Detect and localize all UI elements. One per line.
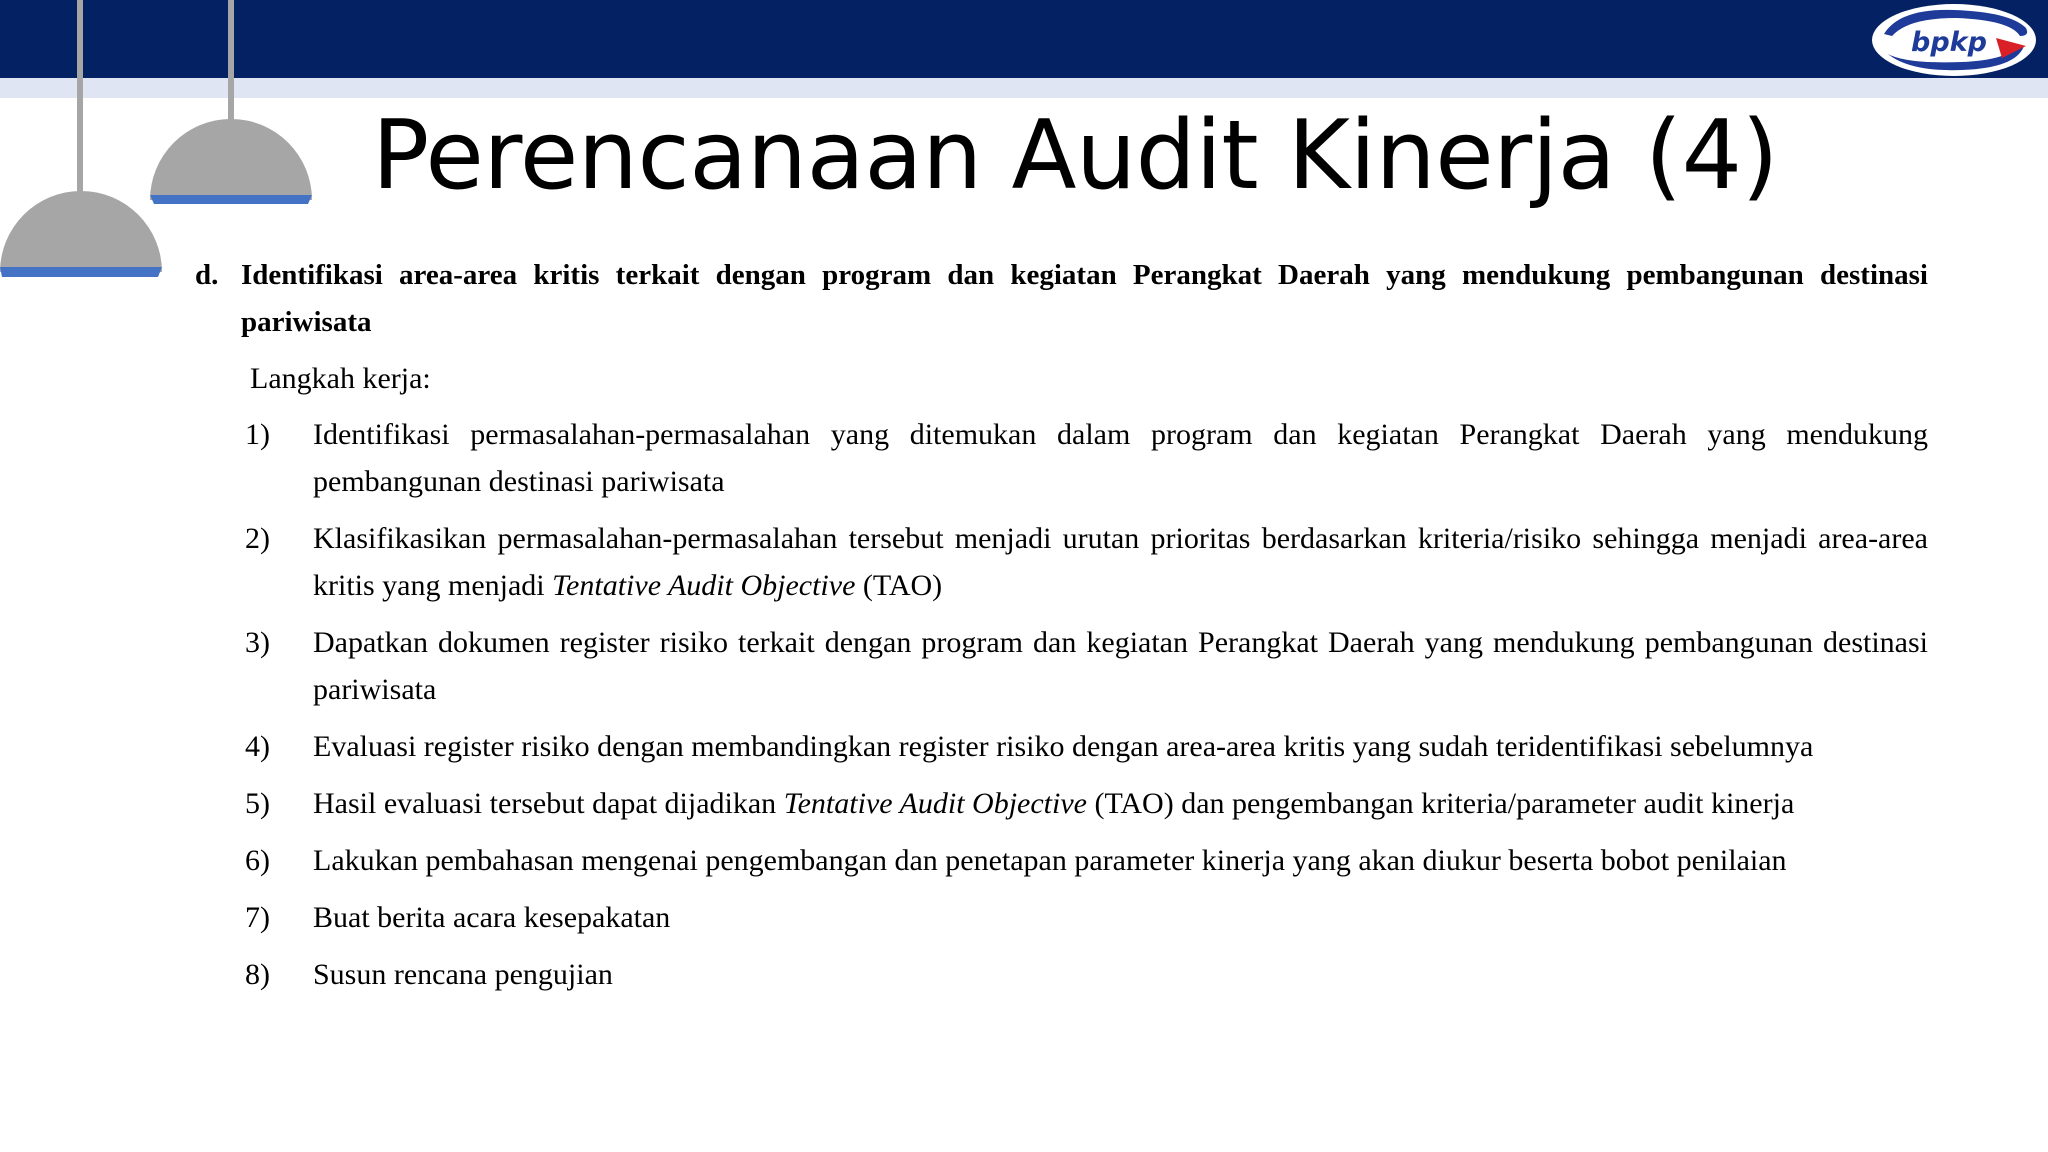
step-number: 7) <box>245 901 270 934</box>
page-title: Perencanaan Audit Kinerja (4) <box>372 101 1779 211</box>
list-item <box>195 515 1928 609</box>
list-item <box>195 723 1928 770</box>
list-item <box>195 780 1928 827</box>
list-item <box>195 951 1928 998</box>
step-text-part: Identifikasi permasalahan-permasalahan yang ditemukan dalam program dan kegiatan Perangkat Daerah yang mendukung pembangunan destinasi pariwisata <box>313 418 1928 498</box>
pendant-lamps-decoration <box>0 0 330 290</box>
section-marker: d. <box>195 259 219 291</box>
step-number: 8) <box>245 958 270 991</box>
step-number: 2) <box>245 522 270 555</box>
step-text-part: Hasil evaluasi tersebut dapat dijadikan <box>313 787 784 820</box>
step-text-part: Lakukan pembahasan mengenai pengembangan dan penetapan parameter kinerja yang akan diukur beserta bobot penilaian <box>313 844 1787 877</box>
step-number: 4) <box>245 730 270 763</box>
step-text <box>313 515 1928 609</box>
list-item <box>195 411 1928 505</box>
list-item <box>195 894 1928 941</box>
step-number: 3) <box>245 626 270 659</box>
step-text-part: Susun rencana pengujian <box>313 958 613 991</box>
step-text <box>313 780 1928 827</box>
step-text-part: (TAO) <box>855 569 943 602</box>
step-text-part: Evaluasi register risiko dengan membandingkan register risiko dengan area-area kritis yang sudah teridentifikasi sebelumnya <box>313 730 1814 763</box>
step-text-part: Klasifikasikan permasalahan-permasalahan tersebut menjadi urutan prioritas berdasarkan kriteria/risiko sehingga menjadi area-area kritis yang menjadi <box>313 522 1928 602</box>
step-text <box>313 951 1928 998</box>
step-number: 6) <box>245 844 270 877</box>
steps-intro: Langkah kerja: <box>250 362 431 395</box>
step-text-italic: Tentative Audit Objective <box>783 787 1087 820</box>
step-text-part: Dapatkan dokumen register risiko terkait dengan program dan kegiatan Perangkat Daerah yang mendukung pembangunan destinasi pariwisata <box>313 626 1928 706</box>
bpkp-logo <box>1870 2 2038 78</box>
logo-text: bpkp <box>1911 27 1987 58</box>
step-text <box>313 619 1928 713</box>
step-text-part: Buat berita acara kesepakatan <box>313 901 671 934</box>
slide-content <box>195 252 1928 1008</box>
section-heading-text: Identifikasi area-area kritis terkait dengan program dan kegiatan Perangkat Daerah yang mendukung pembangunan destinasi pariwisata <box>241 259 1928 338</box>
list-item <box>195 619 1928 713</box>
step-text <box>313 894 1928 941</box>
step-text-part: (TAO) dan pengembangan kriteria/parameter audit kinerja <box>1086 787 1795 820</box>
step-number: 1) <box>245 418 270 451</box>
step-number: 5) <box>245 787 270 820</box>
steps-list <box>195 411 1928 998</box>
step-text <box>313 723 1928 770</box>
step-text <box>313 411 1928 505</box>
step-text <box>313 837 1928 884</box>
list-item <box>195 837 1928 884</box>
step-text-italic: Tentative Audit Objective <box>552 569 856 602</box>
section-heading <box>195 252 1928 346</box>
